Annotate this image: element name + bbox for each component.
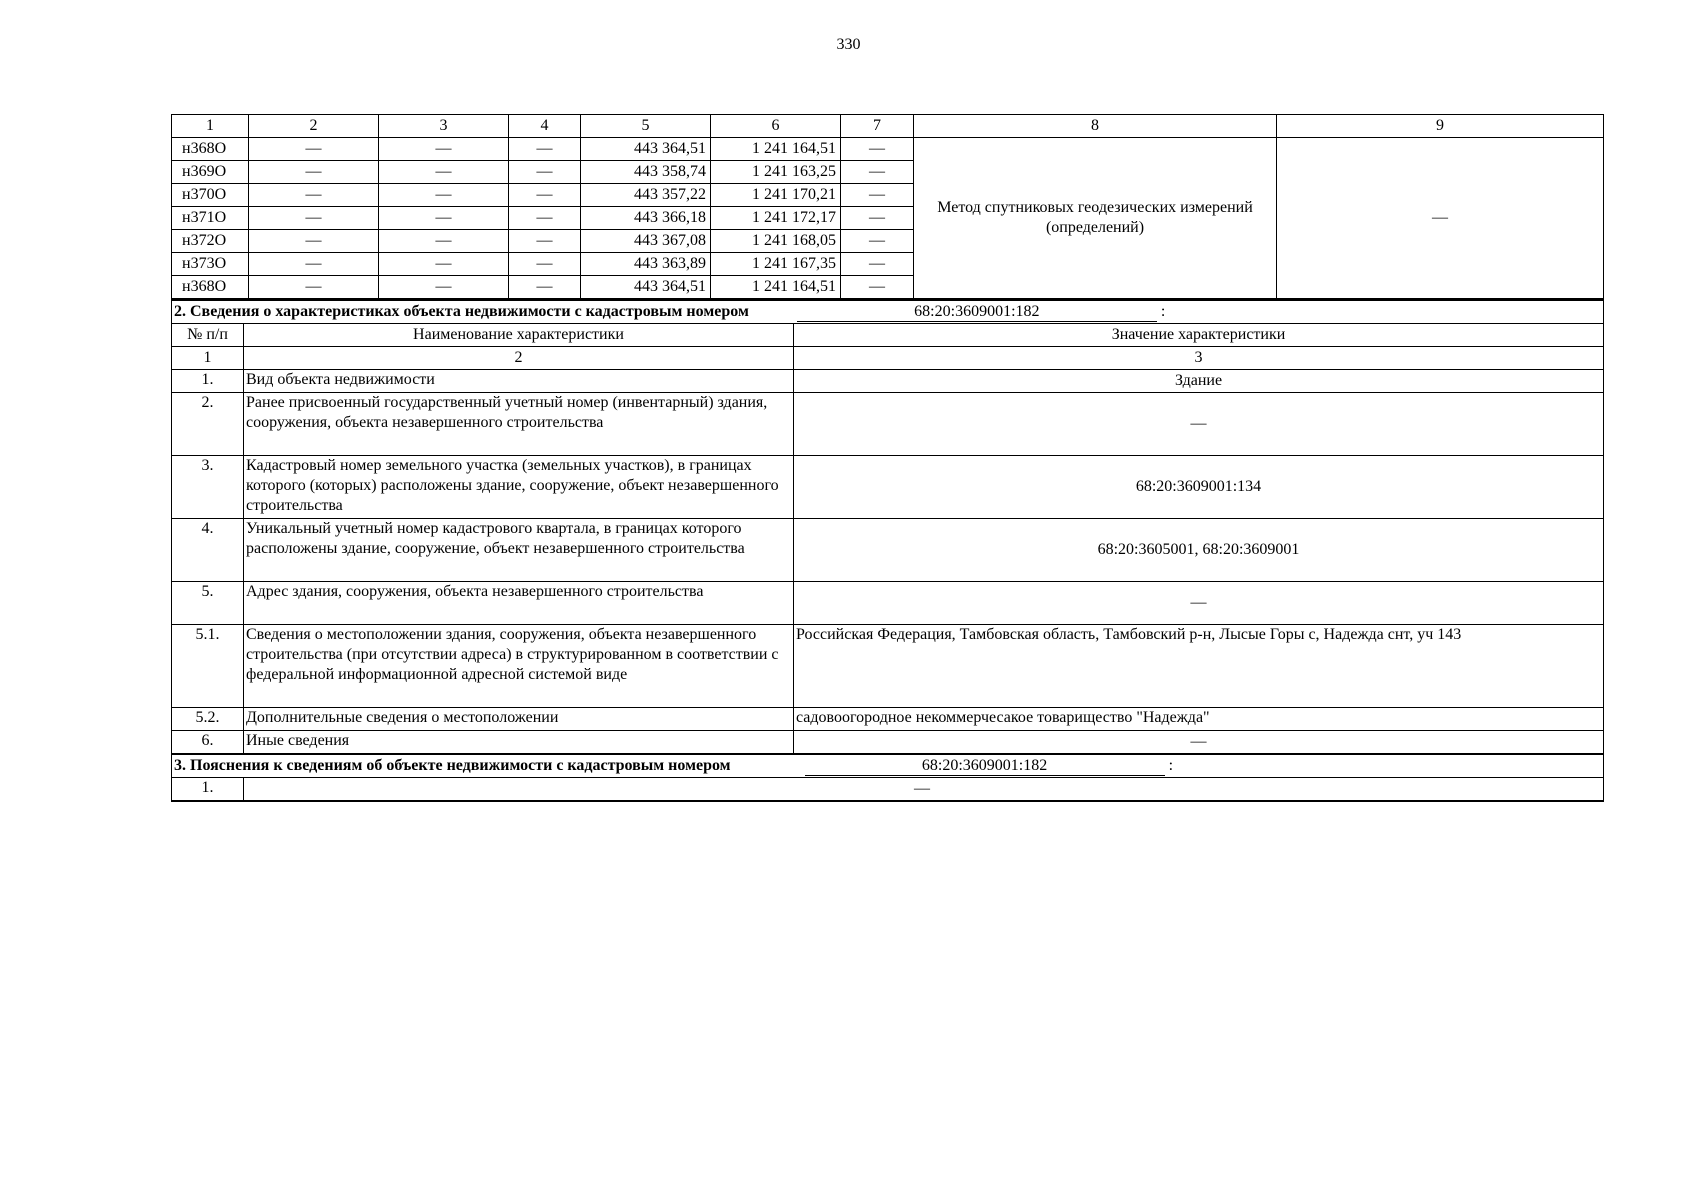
point-name: н368О	[172, 276, 249, 299]
table-row	[172, 708, 1604, 731]
table-row	[172, 731, 1604, 755]
header-cell: 1	[172, 115, 249, 138]
cell: —	[379, 161, 509, 184]
cell: —	[509, 253, 581, 276]
x-coordinate: 443 358,74	[581, 161, 711, 184]
page-number: 330	[836, 36, 861, 53]
cell: —	[509, 276, 581, 299]
cell: —	[509, 230, 581, 253]
cell: —	[841, 207, 914, 230]
table-row	[172, 370, 1604, 393]
cell: —	[841, 276, 914, 299]
characteristic-name: Дополнительные сведения о местоположении	[244, 708, 794, 731]
characteristic-value: Здание	[794, 370, 1604, 393]
section2-title: 2. Сведения о характеристиках объекта недвижимости с кадастровым номером	[174, 303, 749, 320]
y-coordinate: 1 241 172,17	[711, 207, 841, 230]
cell: —	[249, 276, 379, 299]
cell: —	[841, 230, 914, 253]
cell: —	[249, 207, 379, 230]
header-name: Наименование характеристики	[244, 324, 794, 347]
coordinates-table	[171, 114, 1604, 299]
cell: —	[379, 207, 509, 230]
x-coordinate: 443 364,51	[581, 276, 711, 299]
table-row	[172, 778, 1604, 802]
characteristics-table	[171, 299, 1604, 802]
characteristic-value: 68:20:3605001, 68:20:3609001	[794, 519, 1604, 582]
header-cell: 3	[379, 115, 509, 138]
cell: —	[249, 184, 379, 207]
header-cell: 8	[914, 115, 1277, 138]
header-cell: 6	[711, 115, 841, 138]
point-name: н370О	[172, 184, 249, 207]
characteristic-value: садовоогородное некоммерчесакое товарищество "Надежда"	[794, 708, 1604, 731]
table-row	[172, 519, 1604, 582]
y-coordinate: 1 241 163,25	[711, 161, 841, 184]
cell: —	[379, 184, 509, 207]
table-row	[172, 582, 1604, 625]
characteristic-value: Российская Федерация, Тамбовская область, Тамбовский р-н, Лысые Горы с, Надежда снт, уч 143	[794, 625, 1604, 708]
cell: —	[509, 138, 581, 161]
table-row	[172, 138, 1604, 161]
cell: —	[249, 253, 379, 276]
characteristic-name: Адрес здания, сооружения, объекта незавершенного строительства	[244, 582, 794, 625]
row-number: 2.	[172, 393, 244, 456]
row-number: 1.	[172, 370, 244, 393]
section2-cadastral-number: 68:20:3609001:182	[797, 303, 1157, 322]
cell: —	[509, 207, 581, 230]
characteristic-name: Уникальный учетный номер кадастрового квартала, в границах которого расположены здание, сооружение, объект незавершенного строительства	[244, 519, 794, 582]
method-cell: Метод спутниковых геодезических измерений (определений)	[914, 138, 1277, 299]
point-name: н372О	[172, 230, 249, 253]
characteristic-name: Ранее присвоенный государственный учетный номер (инвентарный) здания, сооружения, объекта незавершенного строительства	[244, 393, 794, 456]
row-number: 6.	[172, 731, 244, 755]
header-value: Значение характеристики	[794, 324, 1604, 347]
section2-colon: :	[1160, 303, 1166, 320]
x-coordinate: 443 367,08	[581, 230, 711, 253]
header-cell: 5	[581, 115, 711, 138]
coords-header-row	[172, 115, 1604, 138]
cell: —	[249, 161, 379, 184]
section3-colon: :	[1168, 757, 1174, 774]
cell: —	[509, 161, 581, 184]
characteristic-name: Кадастровый номер земельного участка (земельных участков), в границах которого (которых) расположены здание, сооружение, объект незавершенного строительства	[244, 456, 794, 519]
row-number: 1.	[172, 778, 244, 802]
cell: —	[841, 253, 914, 276]
cell: —	[249, 138, 379, 161]
cell: —	[379, 276, 509, 299]
characteristic-value: —	[794, 731, 1604, 755]
header-num: № п/п	[172, 324, 244, 347]
section3-title: 3. Пояснения к сведениям об объекте недвижимости с кадастровым номером	[174, 757, 731, 774]
x-coordinate: 443 366,18	[581, 207, 711, 230]
row-number: 5.2.	[172, 708, 244, 731]
header-cell: 9	[1277, 115, 1604, 138]
y-coordinate: 1 241 170,21	[711, 184, 841, 207]
cadastral-sheet	[171, 114, 1603, 802]
header-cell: 2	[249, 115, 379, 138]
characteristic-value: 68:20:3609001:134	[794, 456, 1604, 519]
col9-cell: —	[1277, 138, 1604, 299]
point-name: н368О	[172, 138, 249, 161]
colnum-2: 2	[244, 347, 794, 370]
table-row	[172, 456, 1604, 519]
table-row	[172, 625, 1604, 708]
x-coordinate: 443 357,22	[581, 184, 711, 207]
point-name: н371О	[172, 207, 249, 230]
characteristic-name: Вид объекта недвижимости	[244, 370, 794, 393]
row-number: 5.	[172, 582, 244, 625]
section3-title-cell	[172, 754, 1604, 778]
explanation-value: —	[244, 778, 1604, 802]
section2-colnum-row	[172, 347, 1604, 370]
y-coordinate: 1 241 168,05	[711, 230, 841, 253]
cell: —	[841, 161, 914, 184]
section3-cadastral-number: 68:20:3609001:182	[805, 757, 1165, 776]
point-name: н373О	[172, 253, 249, 276]
y-coordinate: 1 241 167,35	[711, 253, 841, 276]
section2-header-row	[172, 324, 1604, 347]
cell: —	[509, 184, 581, 207]
section2-title-row	[172, 300, 1604, 324]
section3-title-row	[172, 754, 1604, 778]
cell: —	[841, 138, 914, 161]
x-coordinate: 443 363,89	[581, 253, 711, 276]
colnum-1: 1	[172, 347, 244, 370]
cell: —	[841, 184, 914, 207]
y-coordinate: 1 241 164,51	[711, 276, 841, 299]
x-coordinate: 443 364,51	[581, 138, 711, 161]
characteristic-value: —	[794, 582, 1604, 625]
header-cell: 4	[509, 115, 581, 138]
cell: —	[379, 253, 509, 276]
row-number: 5.1.	[172, 625, 244, 708]
table-row	[172, 393, 1604, 456]
header-cell: 7	[841, 115, 914, 138]
cell: —	[379, 230, 509, 253]
cell: —	[249, 230, 379, 253]
row-number: 3.	[172, 456, 244, 519]
row-number: 4.	[172, 519, 244, 582]
cell: —	[379, 138, 509, 161]
characteristic-name: Иные сведения	[244, 731, 794, 755]
point-name: н369О	[172, 161, 249, 184]
y-coordinate: 1 241 164,51	[711, 138, 841, 161]
colnum-3: 3	[794, 347, 1604, 370]
characteristic-value: —	[794, 393, 1604, 456]
characteristic-name: Сведения о местоположении здания, сооружения, объекта незавершенного строительства (при отсутствии адреса) в структурированном в соответствии с федеральной информационной адресной системой виде	[244, 625, 794, 708]
section2-title-cell	[172, 300, 1604, 324]
